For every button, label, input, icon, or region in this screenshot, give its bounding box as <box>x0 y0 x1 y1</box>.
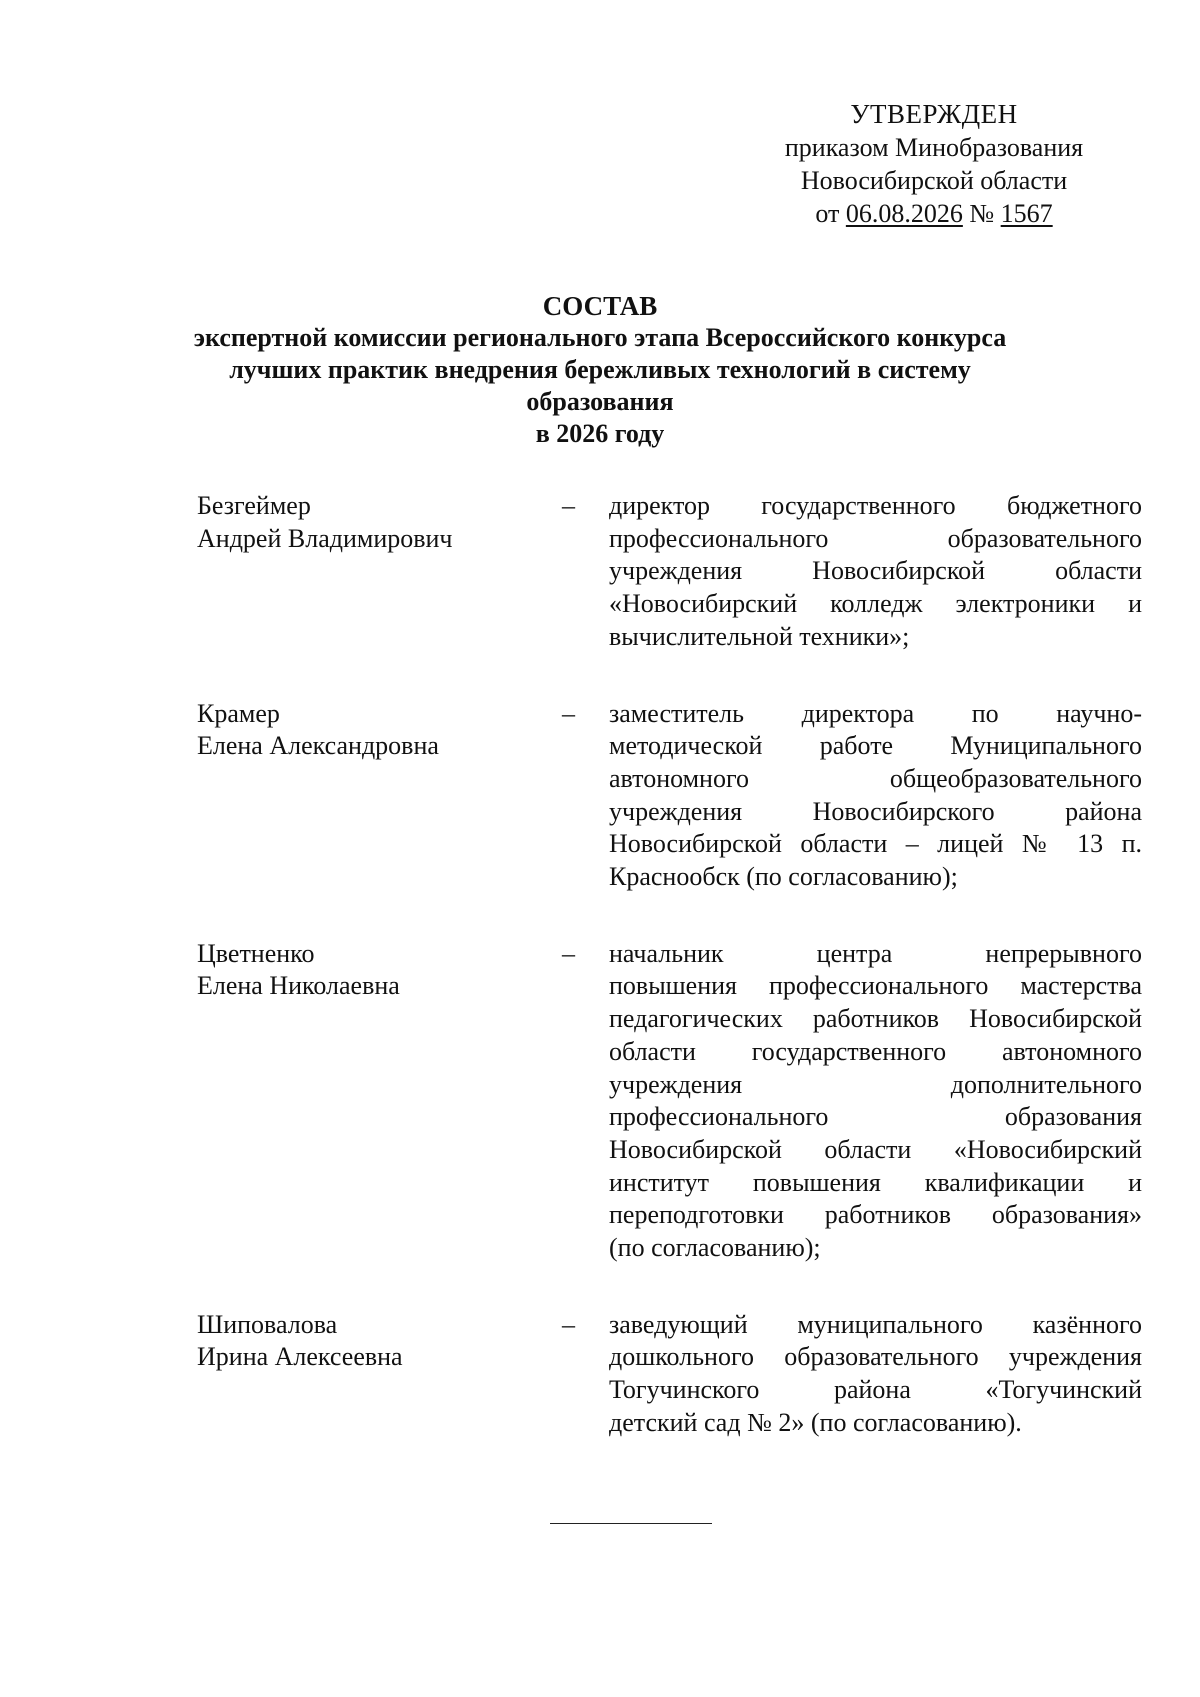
member-description-line: профессионального образовательного <box>609 523 1142 553</box>
member-description-line: дошкольного образовательного учреждения <box>609 1342 1142 1372</box>
member-description-line: профессионального образования <box>609 1102 1142 1132</box>
end-divider <box>550 1523 712 1524</box>
approval-date: 06.08.2026 <box>845 199 963 228</box>
member-description-line: области государственного автономного <box>609 1036 1142 1066</box>
approval-number-sign: № <box>969 199 995 228</box>
member-description-line: учреждения Новосибирского района <box>609 796 1142 826</box>
member-surname: Крамер <box>197 698 280 728</box>
approval-region-line: Новосибирской области <box>800 166 1068 195</box>
member-surname: Шиповалова <box>197 1309 338 1339</box>
member-dash: – <box>562 491 575 520</box>
member-row <box>197 1309 1142 1440</box>
member-row <box>197 490 1142 654</box>
member-description-line: «Новосибирский колледж электроники и <box>609 589 1142 619</box>
member-description <box>609 698 1142 894</box>
member-given-name: Ирина Алексеевна <box>197 1342 403 1372</box>
member-dash: – <box>562 1309 575 1339</box>
document-title: СОСТАВ <box>542 291 658 321</box>
member-dash: – <box>562 698 575 728</box>
member-description-line: институт повышения квалификации и <box>609 1167 1142 1197</box>
member-description-line: переподготовки работников образования» <box>609 1200 1142 1230</box>
member-description-line: Новосибирской области «Новосибирский <box>609 1134 1142 1164</box>
member-description-line: учреждения Новосибирской области <box>609 556 1142 586</box>
member-description <box>609 490 1142 654</box>
member-given-name: Андрей Владимирович <box>197 523 453 553</box>
member-surname: Безгеймер <box>197 491 311 520</box>
member-given-name: Елена Николаевна <box>197 971 400 1001</box>
approval-date-line <box>754 197 1114 230</box>
member-description-line: педагогических работников Новосибирской <box>609 1004 1142 1034</box>
document-year: в 2026 году <box>535 419 665 448</box>
members-list <box>197 490 1142 1484</box>
member-dash: – <box>562 938 575 968</box>
member-description <box>609 1309 1142 1440</box>
member-description-line: повышения профессионального мастерства <box>609 971 1142 1001</box>
member-description-line: вычислительной техники»; <box>609 621 910 651</box>
document-subtitle-line-3: образования <box>526 387 674 416</box>
member-row <box>197 938 1142 1265</box>
member-surname: Цветненко <box>197 938 315 968</box>
approval-date-prefix: от <box>815 199 840 228</box>
approval-title: УТВЕРЖДЕН <box>850 99 1018 129</box>
member-description-line: методической работе Муниципального <box>609 731 1142 761</box>
member-description-line: Новосибирской области – лицей № 13 п. <box>609 829 1142 859</box>
member-name <box>197 1309 562 1440</box>
member-description-line: заведующий муниципального казённого <box>609 1309 1142 1339</box>
approval-order-line: приказом Минобразования <box>784 133 1084 162</box>
member-description-line: (по согласованию); <box>609 1233 821 1263</box>
document-subtitle-line-1: экспертной комиссии регионального этапа Всероссийского конкурса <box>193 323 1007 352</box>
member-description-line: автономного общеобразовательного <box>609 763 1142 793</box>
member-description <box>609 938 1142 1265</box>
member-description-line: Краснообск (по согласованию); <box>609 862 958 892</box>
member-description-line: учреждения дополнительного <box>609 1069 1142 1099</box>
approval-number: 1567 <box>1000 199 1053 228</box>
member-name <box>197 698 562 894</box>
approval-block <box>754 98 1114 230</box>
member-row <box>197 698 1142 894</box>
document-heading <box>120 290 1080 450</box>
document-subtitle-line-2: лучших практик внедрения бережливых технологий в систему <box>229 355 971 384</box>
member-name <box>197 490 562 654</box>
member-description-line: начальник центра непрерывного <box>609 938 1142 968</box>
member-name <box>197 938 562 1265</box>
member-description-line: заместитель директора по научно- <box>609 698 1142 728</box>
member-description-line: детский сад № 2» (по согласованию). <box>609 1407 1022 1437</box>
member-description-line: директор государственного бюджетного <box>609 491 1142 520</box>
member-description-line: Тогучинского района «Тогучинский <box>609 1375 1142 1405</box>
member-given-name: Елена Александровна <box>197 731 439 761</box>
